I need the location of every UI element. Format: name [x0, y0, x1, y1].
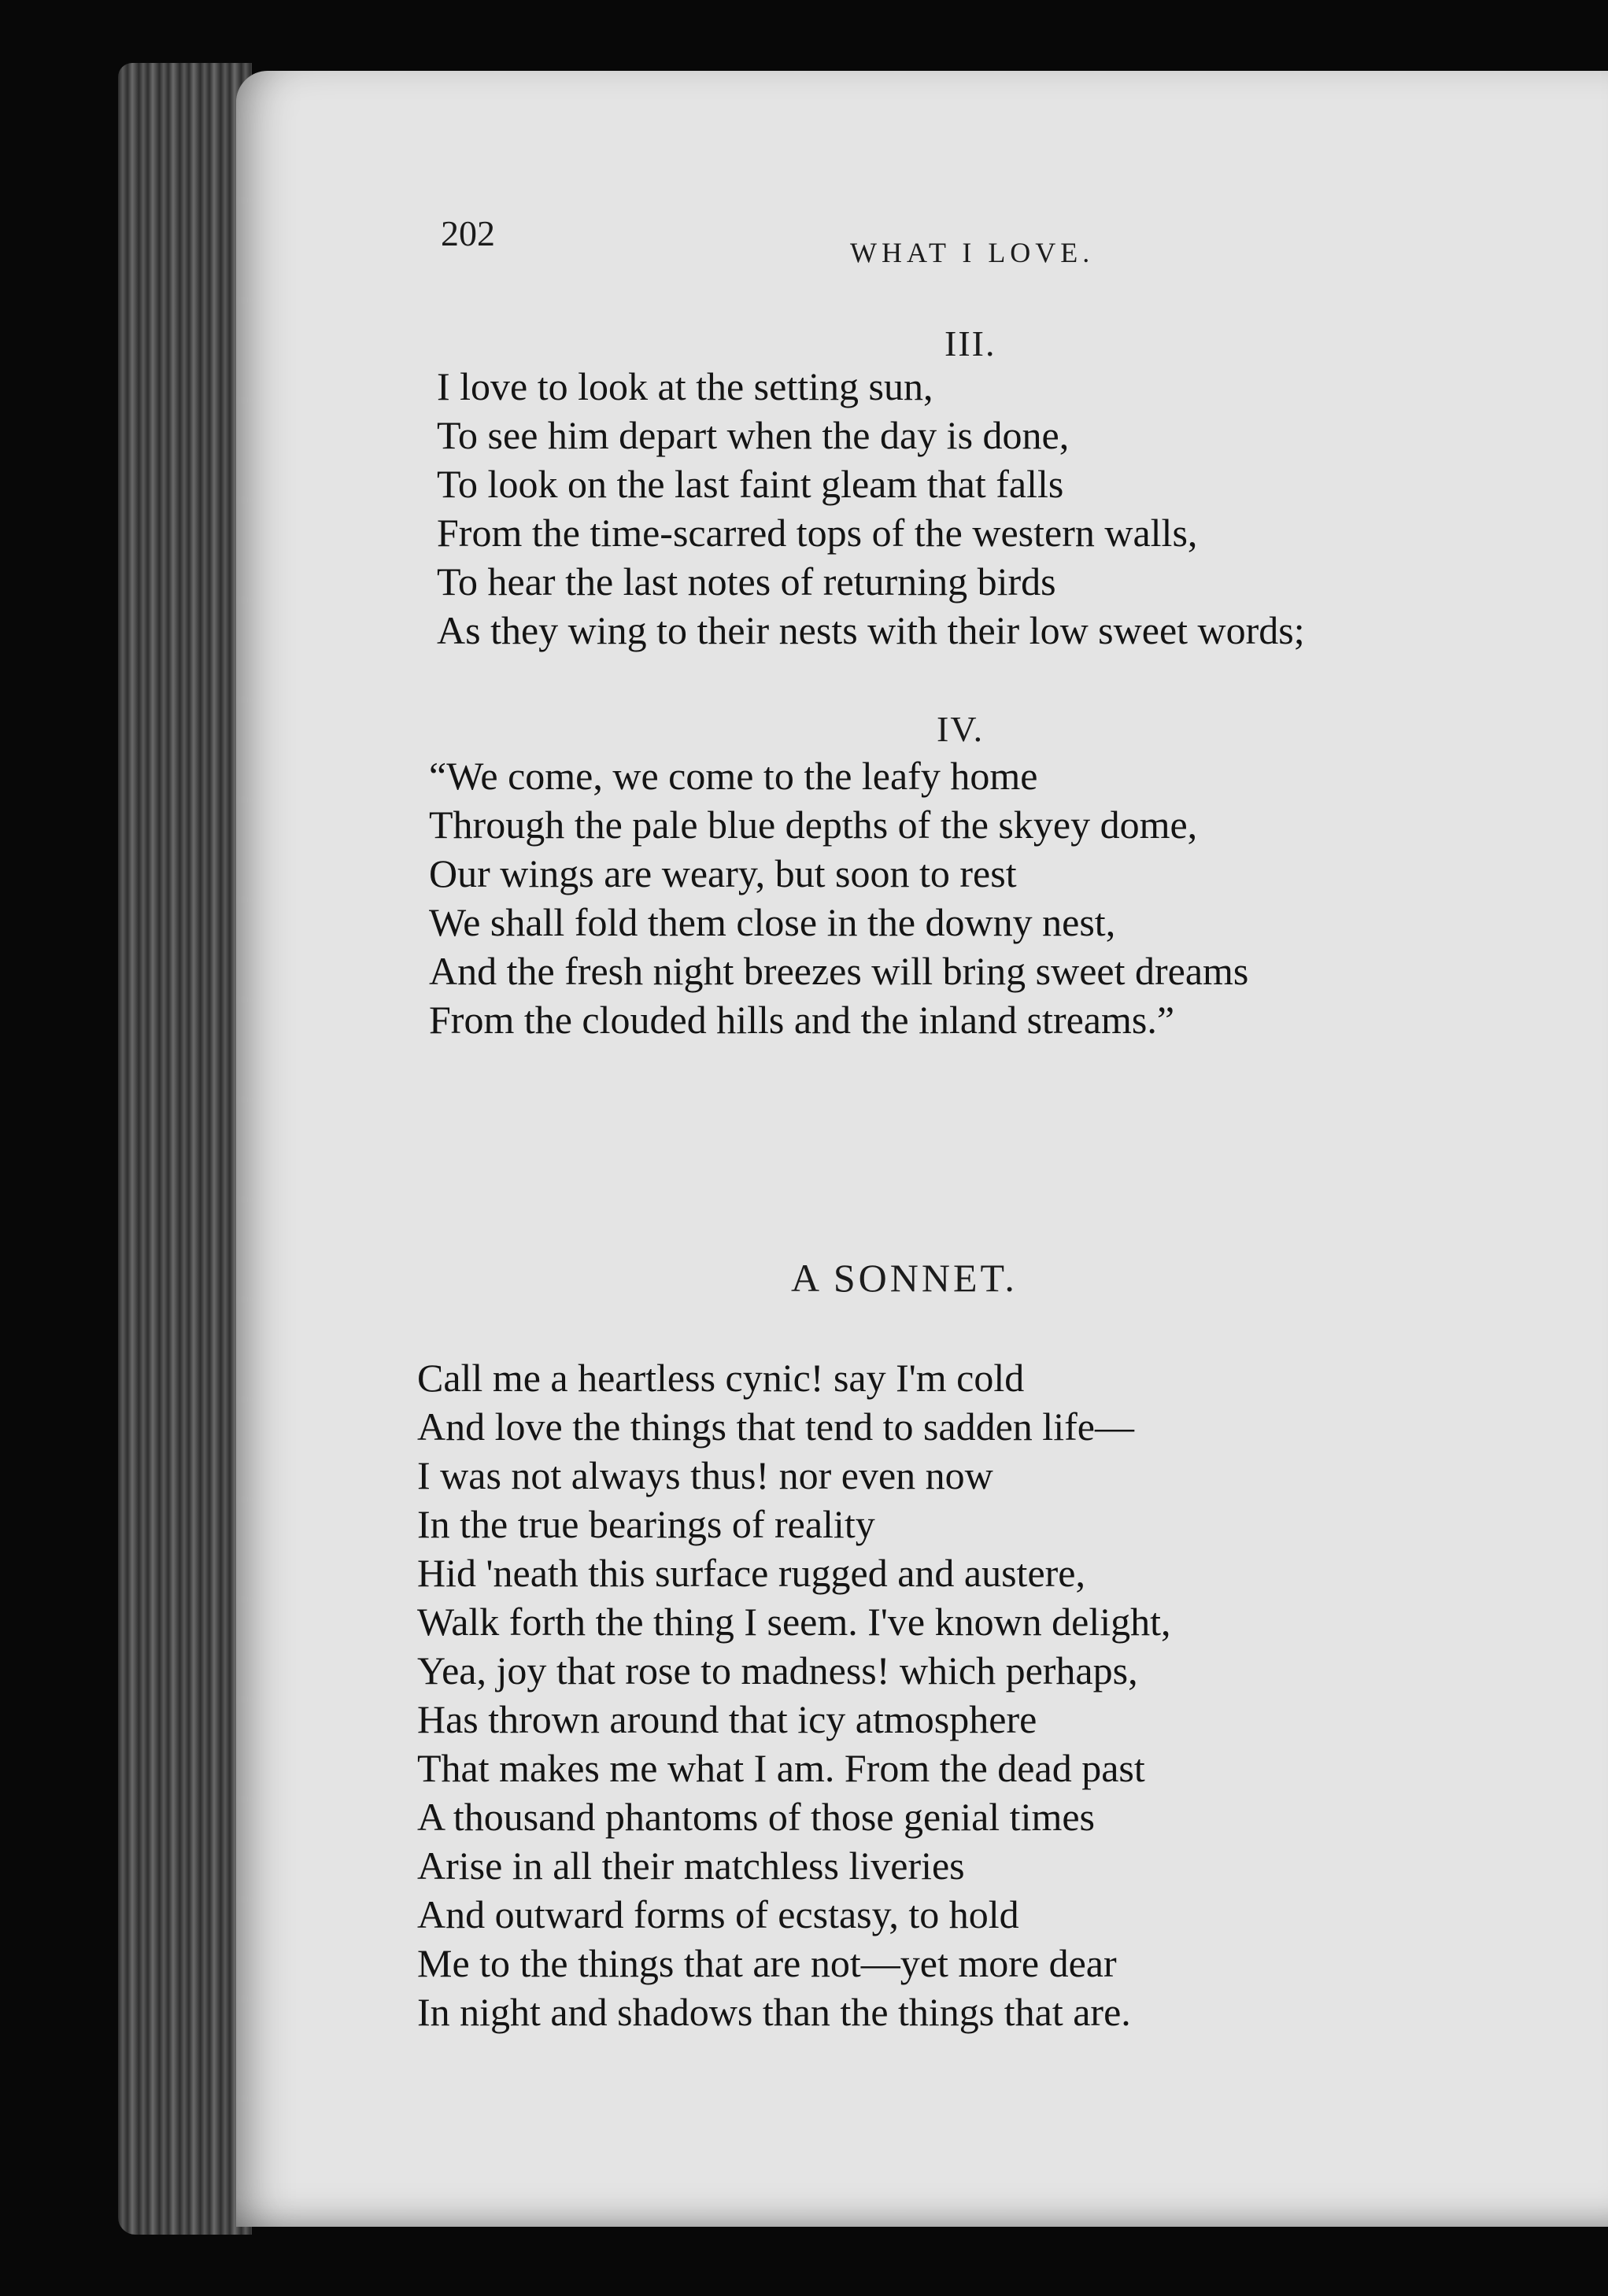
stanza-3-numeral: III.: [944, 323, 996, 364]
sonnet-line: Hid 'neath this surface rugged and austere,: [417, 1551, 1085, 1595]
stanza-3-line: I love to look at the setting sun,: [437, 364, 933, 408]
sonnet-line: Yea, joy that rose to madness! which perhaps,: [417, 1648, 1138, 1692]
sonnet-line: Me to the things that are not—yet more dear: [417, 1941, 1117, 1985]
stanza-3-line: To hear the last notes of returning birds: [437, 559, 1056, 604]
page-number: 202: [441, 213, 495, 253]
running-head: WHAT I LOVE.: [850, 237, 1095, 268]
sonnet-line: Has thrown around that icy atmosphere: [417, 1697, 1037, 1741]
stanza-3-line: From the time-scarred tops of the western walls,: [437, 511, 1198, 555]
sonnet-line: Walk forth the thing I seem. I've known delight,: [417, 1600, 1171, 1644]
stanza-4-line: Our wings are weary, but soon to rest: [429, 851, 1017, 895]
stanza-4-line: We shall fold them close in the downy nest,: [429, 900, 1116, 944]
sonnet-line: That makes me what I am. From the dead past: [417, 1746, 1145, 1790]
sonnet-title: A SONNET.: [791, 1256, 1018, 1300]
stanza-4-numeral: IV.: [937, 709, 985, 749]
sonnet-line: Call me a heartless cynic! say I'm cold: [417, 1356, 1025, 1400]
stanza-3-line: As they wing to their nests with their low sweet words;: [437, 608, 1305, 652]
stanza-3-line: To see him depart when the day is done,: [437, 413, 1070, 457]
stanza-4-line: Through the pale blue depths of the skyey dome,: [429, 803, 1198, 847]
sonnet-line: In the true bearings of reality: [417, 1502, 875, 1546]
stanza-4: [429, 751, 1248, 1044]
book-page-edges: [118, 63, 252, 2235]
sonnet-body: [417, 1353, 1171, 2036]
sonnet-line: And outward forms of ecstasy, to hold: [417, 1892, 1019, 1936]
sonnet-line: And love the things that tend to sadden life—: [417, 1405, 1134, 1449]
sonnet-line: I was not always thus! nor even now: [417, 1453, 993, 1497]
stanza-3: [437, 362, 1305, 655]
sonnet-line: In night and shadows than the things that are.: [417, 1990, 1131, 2034]
stanza-4-line: And the fresh night breezes will bring sweet dreams: [429, 949, 1249, 993]
stanza-3-line: To look on the last faint gleam that falls: [437, 462, 1064, 506]
stanza-4-line: “We come, we come to the leafy home: [429, 754, 1038, 798]
stanza-4-line: From the clouded hills and the inland streams.”: [429, 998, 1175, 1042]
sonnet-line: Arise in all their matchless liveries: [417, 1844, 965, 1888]
sonnet-line: A thousand phantoms of those genial times: [417, 1795, 1096, 1839]
